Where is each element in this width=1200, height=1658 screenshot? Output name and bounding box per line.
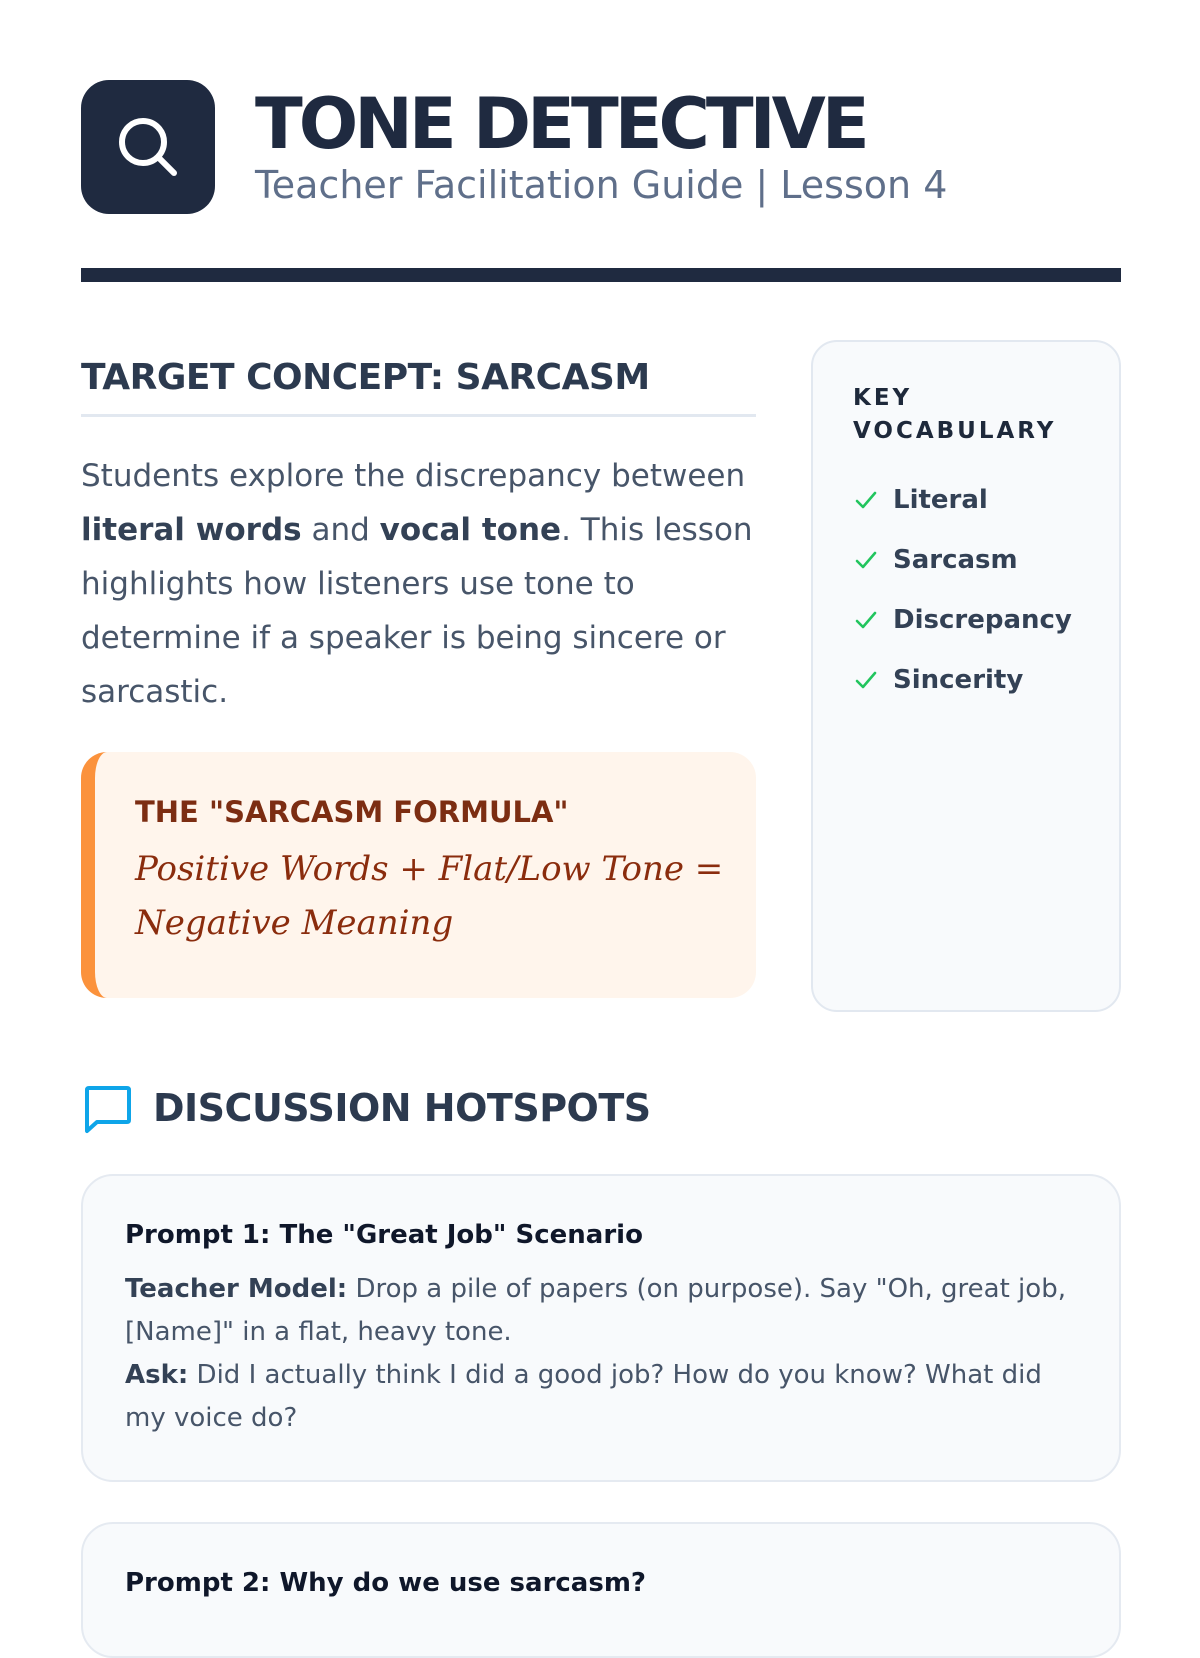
ask-text: Did I actually think I did a good job? How do you know? What did my voice do? bbox=[125, 1360, 1042, 1433]
discussion-header bbox=[81, 1082, 1121, 1134]
magnifying-glass-icon bbox=[113, 112, 183, 182]
concept-text-1: Students explore the discrepancy between bbox=[81, 458, 746, 494]
concept-heading: TARGET CONCEPT: SARCASM bbox=[81, 350, 756, 417]
teacher-model-label: Teacher Model: bbox=[125, 1274, 348, 1304]
chat-bubble-icon bbox=[81, 1082, 133, 1134]
concept-text-3: . This lesson highlights how listeners use tone to determine if a speaker is being sincere or sarcastic. bbox=[81, 512, 753, 710]
ask-line bbox=[125, 1354, 1079, 1440]
check-icon bbox=[853, 667, 879, 693]
concept-column bbox=[81, 350, 756, 750]
prompt-title: Prompt 1: The "Great Job" Scenario bbox=[125, 1220, 643, 1250]
vocabulary-title: KEY VOCABULARY bbox=[853, 385, 1057, 444]
key-vocabulary-card bbox=[811, 340, 1121, 1012]
formula-title: THE "SARCASM FORMULA" bbox=[135, 795, 569, 829]
concept-description bbox=[81, 449, 756, 719]
check-icon bbox=[853, 607, 879, 633]
vocabulary-item-literal bbox=[853, 470, 1119, 530]
discussion-heading: DISCUSSION HOTSPOTS bbox=[153, 1086, 651, 1130]
teacher-model-text: Drop a pile of papers (on purpose). Say "Oh, great job, [Name]" in a flat, heavy tone. bbox=[125, 1274, 1066, 1347]
vocabulary-label: Sarcasm bbox=[893, 545, 1018, 575]
vocabulary-label: Sincerity bbox=[893, 665, 1024, 695]
sarcasm-formula-card bbox=[81, 752, 756, 998]
concept-bold-vocal-tone: vocal tone bbox=[379, 512, 562, 548]
prompt-title: Prompt 2: Why do we use sarcasm? bbox=[125, 1568, 647, 1598]
check-icon bbox=[853, 547, 879, 573]
vocabulary-item-sincerity bbox=[853, 650, 1119, 710]
logo bbox=[81, 80, 215, 214]
formula-text: Positive Words + Flat/Low Tone = Negative Meaning bbox=[135, 849, 724, 943]
check-icon bbox=[853, 487, 879, 513]
page-subtitle: Teacher Facilitation Guide | Lesson 4 bbox=[255, 163, 948, 207]
vocabulary-item-discrepancy bbox=[853, 590, 1119, 650]
ask-label: Ask: bbox=[125, 1360, 189, 1390]
page-title: TONE DETECTIVE bbox=[255, 83, 866, 165]
header-divider bbox=[81, 268, 1121, 282]
lesson-page bbox=[81, 80, 1121, 1658]
vocabulary-item-sarcasm bbox=[853, 530, 1119, 590]
vocabulary-label: Discrepancy bbox=[893, 605, 1072, 635]
concept-section bbox=[81, 350, 1121, 1022]
teacher-model-line bbox=[125, 1268, 1079, 1354]
prompt-card-2 bbox=[81, 1522, 1121, 1658]
page-header bbox=[81, 80, 1121, 214]
concept-bold-literal-words: literal words bbox=[81, 512, 302, 548]
concept-text-2: and bbox=[301, 512, 380, 548]
vocabulary-label: Literal bbox=[893, 485, 988, 515]
title-block bbox=[255, 83, 948, 207]
prompt-card-1 bbox=[81, 1174, 1121, 1482]
vocabulary-list bbox=[853, 470, 1119, 710]
